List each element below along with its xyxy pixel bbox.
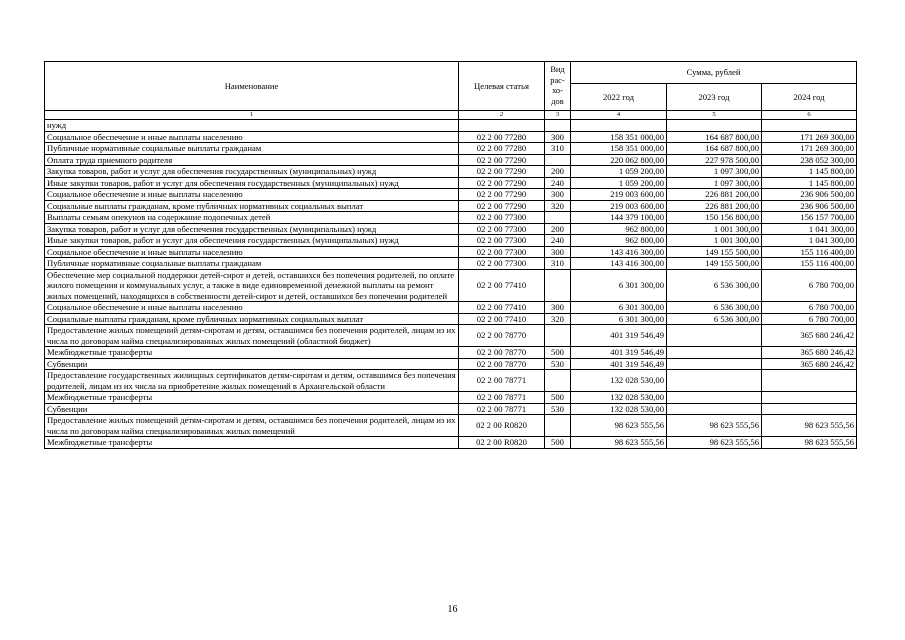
row-name: нужд [45, 120, 459, 132]
table-row [45, 392, 857, 404]
column-number: 4 [571, 111, 667, 120]
table-row [45, 154, 857, 166]
amount-2022: 132 028 530,00 [571, 370, 667, 392]
amount-2023: 1 001 300,00 [667, 235, 762, 247]
amount-2022: 98 623 555,56 [571, 437, 667, 449]
target-article-code: 02 2 00 R0820 [459, 437, 545, 449]
expense-type-code: 200 [545, 223, 571, 235]
amount-2022: 143 416 300,00 [571, 246, 667, 258]
row-name: Закупка товаров, работ и услуг для обеспечения государственных (муниципальных) нужд [45, 166, 459, 178]
amount-2024 [762, 120, 857, 132]
amount-2024: 236 906 500,00 [762, 189, 857, 201]
amount-2023: 1 097 300,00 [667, 177, 762, 189]
row-name: Субвенции [45, 403, 459, 415]
budget-table [44, 61, 857, 449]
amount-2024: 365 680 246,42 [762, 325, 857, 347]
expense-type-code: 310 [545, 258, 571, 270]
header-name: Наименование [45, 62, 459, 111]
expense-type-code [545, 120, 571, 132]
amount-2022: 1 059 200,00 [571, 177, 667, 189]
amount-2024 [762, 392, 857, 404]
amount-2022: 1 059 200,00 [571, 166, 667, 178]
row-name: Межбюджетные трансферты [45, 392, 459, 404]
expense-type-code: 320 [545, 313, 571, 325]
table-row [45, 166, 857, 178]
amount-2024: 6 780 700,00 [762, 302, 857, 314]
amount-2022: 962 800,00 [571, 223, 667, 235]
amount-2024: 365 680 246,42 [762, 358, 857, 370]
row-name: Закупка товаров, работ и услуг для обеспечения государственных (муниципальных) нужд [45, 223, 459, 235]
expense-type-code: 300 [545, 246, 571, 258]
amount-2023 [667, 358, 762, 370]
target-article-code: 02 2 00 77300 [459, 235, 545, 247]
target-article-code [459, 120, 545, 132]
column-number: 1 [45, 111, 459, 120]
amount-2024: 1 041 300,00 [762, 235, 857, 247]
table-row [45, 235, 857, 247]
expense-type-code: 500 [545, 392, 571, 404]
column-number: 2 [459, 111, 545, 120]
expense-type-code: 300 [545, 131, 571, 143]
row-name: Социальные выплаты гражданам, кроме публичных нормативных социальных выплат [45, 313, 459, 325]
amount-2022: 132 028 530,00 [571, 403, 667, 415]
amount-2023: 6 536 300,00 [667, 269, 762, 302]
column-number: 6 [762, 111, 857, 120]
table-row [45, 120, 857, 132]
expense-type-code: 530 [545, 358, 571, 370]
row-name: Межбюджетные трансферты [45, 437, 459, 449]
table-row [45, 415, 857, 437]
amount-2023 [667, 120, 762, 132]
amount-2024: 1 041 300,00 [762, 223, 857, 235]
amount-2024 [762, 403, 857, 415]
amount-2022: 219 003 600,00 [571, 189, 667, 201]
table-row [45, 143, 857, 155]
row-name: Межбюджетные трансферты [45, 347, 459, 359]
target-article-code: 02 2 00 R0820 [459, 415, 545, 437]
header-target-article: Целевая статья [459, 62, 545, 111]
amount-2022: 158 351 000,00 [571, 131, 667, 143]
table-row [45, 200, 857, 212]
target-article-code: 02 2 00 77280 [459, 143, 545, 155]
amount-2024: 238 052 300,00 [762, 154, 857, 166]
amount-2023: 1 001 300,00 [667, 223, 762, 235]
amount-2024: 6 780 700,00 [762, 269, 857, 302]
amount-2024: 1 145 800,00 [762, 166, 857, 178]
expense-type-code [545, 269, 571, 302]
table-row [45, 189, 857, 201]
header-sum: Сумма, рублей [571, 62, 857, 84]
table-row [45, 347, 857, 359]
row-name: Социальное обеспечение и иные выплаты населению [45, 131, 459, 143]
amount-2022: 98 623 555,56 [571, 415, 667, 437]
amount-2022: 401 319 546,49 [571, 325, 667, 347]
amount-2023 [667, 325, 762, 347]
amount-2024: 1 145 800,00 [762, 177, 857, 189]
amount-2022: 6 301 300,00 [571, 302, 667, 314]
amount-2023: 98 623 555,56 [667, 437, 762, 449]
row-name: Социальное обеспечение и иные выплаты населению [45, 246, 459, 258]
expense-type-code: 500 [545, 437, 571, 449]
target-article-code: 02 2 00 77300 [459, 212, 545, 224]
amount-2022: 220 062 800,00 [571, 154, 667, 166]
table-body [45, 120, 857, 449]
table-row [45, 437, 857, 449]
amount-2024 [762, 370, 857, 392]
amount-2023 [667, 370, 762, 392]
row-name: Иные закупки товаров, работ и услуг для обеспечения государственных (муниципальных) нужд [45, 235, 459, 247]
target-article-code: 02 2 00 78771 [459, 392, 545, 404]
table-row [45, 370, 857, 392]
target-article-code: 02 2 00 77410 [459, 269, 545, 302]
amount-2023: 149 155 500,00 [667, 246, 762, 258]
expense-type-code [545, 415, 571, 437]
amount-2023 [667, 392, 762, 404]
expense-type-code: 300 [545, 302, 571, 314]
amount-2024: 365 680 246,42 [762, 347, 857, 359]
table-row [45, 313, 857, 325]
column-number: 3 [545, 111, 571, 120]
amount-2022: 401 319 546,49 [571, 347, 667, 359]
amount-2022: 143 416 300,00 [571, 258, 667, 270]
table-row [45, 246, 857, 258]
table-row [45, 131, 857, 143]
amount-2023: 227 978 500,00 [667, 154, 762, 166]
target-article-code: 02 2 00 77300 [459, 223, 545, 235]
target-article-code: 02 2 00 77290 [459, 189, 545, 201]
amount-2023: 150 156 800,00 [667, 212, 762, 224]
target-article-code: 02 2 00 78770 [459, 347, 545, 359]
table-row [45, 258, 857, 270]
row-name: Оплата труда приемного родителя [45, 154, 459, 166]
expense-type-code: 240 [545, 177, 571, 189]
amount-2023: 164 687 800,00 [667, 131, 762, 143]
amount-2022 [571, 120, 667, 132]
target-article-code: 02 2 00 77300 [459, 258, 545, 270]
expense-type-code [545, 325, 571, 347]
amount-2023: 149 155 500,00 [667, 258, 762, 270]
expense-type-code: 530 [545, 403, 571, 415]
amount-2023 [667, 347, 762, 359]
amount-2022: 401 319 546,49 [571, 358, 667, 370]
amount-2024: 236 906 500,00 [762, 200, 857, 212]
amount-2024: 98 623 555,56 [762, 415, 857, 437]
table-row [45, 403, 857, 415]
expense-type-code: 310 [545, 143, 571, 155]
row-name: Предоставление государственных жилищных сертификатов детям-сиротам и детям, оставшимся без попечения родителей, лицам из их числа на приобретение жилых помещений в Архангельской области [45, 370, 459, 392]
amount-2024: 156 157 700,00 [762, 212, 857, 224]
expense-type-code: 500 [545, 347, 571, 359]
table-row [45, 177, 857, 189]
table-row [45, 358, 857, 370]
amount-2022: 962 800,00 [571, 235, 667, 247]
expense-type-code [545, 212, 571, 224]
amount-2023: 1 097 300,00 [667, 166, 762, 178]
row-name: Публичные нормативные социальные выплаты гражданам [45, 143, 459, 155]
row-name: Социальное обеспечение и иные выплаты населению [45, 302, 459, 314]
amount-2023: 6 536 300,00 [667, 313, 762, 325]
row-name: Обеспечение мер социальной поддержки детей-сирот и детей, оставшихся без попечения родителей, по оплате жилого помещения и коммунальных услуг, а также в виде единовременной денежной выплаты на ремонт жилых помещений, находящихся в собственности детей-сирот и детей, оставшихся без попечения родителей [45, 269, 459, 302]
target-article-code: 02 2 00 77290 [459, 200, 545, 212]
target-article-code: 02 2 00 78771 [459, 403, 545, 415]
header-expense-type: Вид рас-хо-дов [545, 62, 571, 111]
target-article-code: 02 2 00 77300 [459, 246, 545, 258]
amount-2024: 6 780 700,00 [762, 313, 857, 325]
target-article-code: 02 2 00 77280 [459, 131, 545, 143]
amount-2024: 171 269 300,00 [762, 131, 857, 143]
expense-type-code: 240 [545, 235, 571, 247]
header-year-2024: 2024 год [762, 84, 857, 111]
table-row [45, 212, 857, 224]
amount-2022: 144 379 100,00 [571, 212, 667, 224]
row-name: Социальное обеспечение и иные выплаты населению [45, 189, 459, 201]
expense-type-code [545, 154, 571, 166]
expense-type-code: 320 [545, 200, 571, 212]
amount-2023: 164 687 800,00 [667, 143, 762, 155]
table-row [45, 223, 857, 235]
amount-2024: 98 623 555,56 [762, 437, 857, 449]
row-name: Предоставление жилых помещений детям-сиротам и детям, оставшимся без попечения родителей, лицам из их числа по договорам найма специализированных жилых помещений [45, 415, 459, 437]
row-name: Социальные выплаты гражданам, кроме публичных нормативных социальных выплат [45, 200, 459, 212]
amount-2023: 226 881 200,00 [667, 189, 762, 201]
row-name: Публичные нормативные социальные выплаты гражданам [45, 258, 459, 270]
target-article-code: 02 2 00 77290 [459, 166, 545, 178]
expense-type-code: 300 [545, 189, 571, 201]
header-year-2023: 2023 год [667, 84, 762, 111]
page-number: 16 [447, 604, 458, 615]
target-article-code: 02 2 00 78770 [459, 358, 545, 370]
row-name: Выплаты семьям опекунов на содержание подопечных детей [45, 212, 459, 224]
amount-2022: 219 003 600,00 [571, 200, 667, 212]
amount-2023: 98 623 555,56 [667, 415, 762, 437]
header-year-2022: 2022 год [571, 84, 667, 111]
target-article-code: 02 2 00 77410 [459, 313, 545, 325]
target-article-code: 02 2 00 78771 [459, 370, 545, 392]
amount-2022: 6 301 300,00 [571, 313, 667, 325]
column-number: 5 [667, 111, 762, 120]
amount-2022: 132 028 530,00 [571, 392, 667, 404]
amount-2023: 226 881 200,00 [667, 200, 762, 212]
amount-2023 [667, 403, 762, 415]
amount-2022: 158 351 000,00 [571, 143, 667, 155]
table-row [45, 325, 857, 347]
amount-2024: 155 116 400,00 [762, 258, 857, 270]
target-article-code: 02 2 00 77290 [459, 177, 545, 189]
amount-2022: 6 301 300,00 [571, 269, 667, 302]
table-row [45, 302, 857, 314]
expense-type-code: 200 [545, 166, 571, 178]
amount-2024: 155 116 400,00 [762, 246, 857, 258]
amount-2024: 171 269 300,00 [762, 143, 857, 155]
target-article-code: 02 2 00 77290 [459, 154, 545, 166]
row-name: Иные закупки товаров, работ и услуг для обеспечения государственных (муниципальных) нужд [45, 177, 459, 189]
expense-type-code [545, 370, 571, 392]
row-name: Предоставление жилых помещений детям-сиротам и детям, оставшимся без попечения родителей, лицам из их числа по договорам найма специализированных жилых помещений (областной бюджет) [45, 325, 459, 347]
table-row [45, 269, 857, 302]
target-article-code: 02 2 00 78770 [459, 325, 545, 347]
target-article-code: 02 2 00 77410 [459, 302, 545, 314]
amount-2023: 6 536 300,00 [667, 302, 762, 314]
row-name: Субвенции [45, 358, 459, 370]
